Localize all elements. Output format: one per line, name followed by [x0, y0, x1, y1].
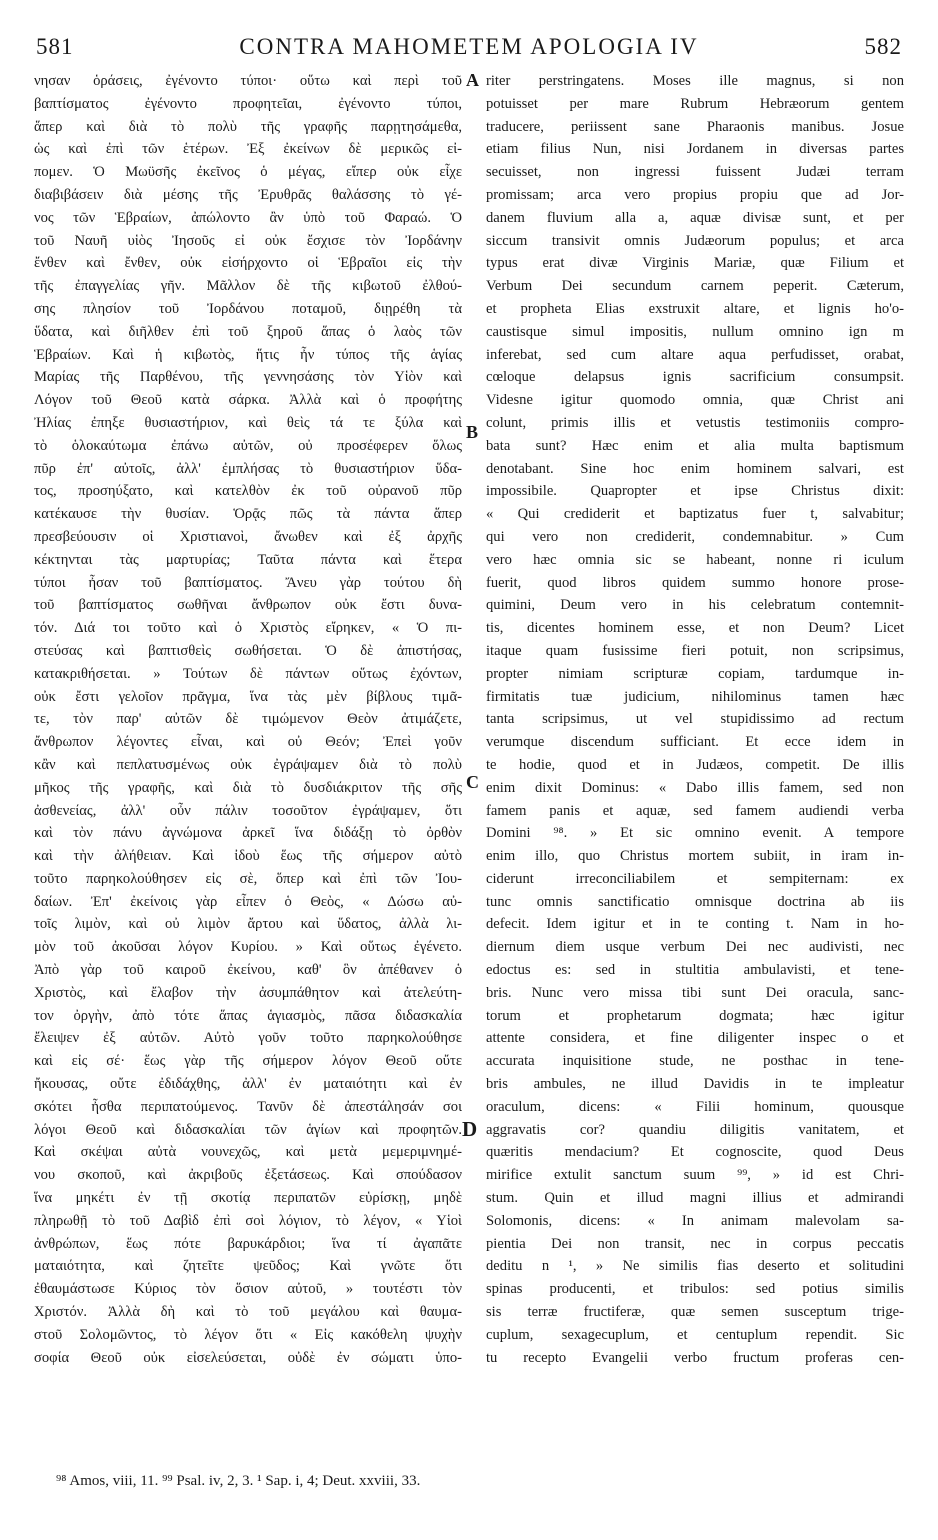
latin-text-line: siccum transivit omnis Judæorum populus; et arca: [486, 232, 904, 249]
running-title: CONTRA MAHOMETEM APOLOGIA IV: [239, 34, 699, 59]
latin-text-line: impossibile. Quapropter et ipse Christus dixit:: [486, 483, 904, 500]
latin-text-line: sis terræ fructiferæ, quæ semen susceptum trige-: [486, 1304, 904, 1321]
latin-text-line: danem fluvium alla a, aquæ divisæ sunt, et per: [486, 209, 904, 226]
latin-text-line: quæritis mendacium? Et cognoscite, quod Deus: [486, 1144, 904, 1161]
margin-marker-d: D: [462, 1117, 478, 1141]
latin-text-line: et propheta Elias exstruxit altare, et lignis ho'o-: [486, 300, 904, 317]
latin-text-line: torum et prophetarum dogmata; hæc igitur: [486, 1007, 904, 1024]
greek-text-line: κἂν καὶ πεπλατυσμένως οὐκ ἐγράψαμεν διὰ τὸ πολὺ: [34, 756, 462, 773]
latin-text-line: denotabant. Sine hoc enim hominem salvari, est: [486, 460, 904, 477]
greek-text-line: Ἑβραίων. Καὶ ἡ κιβωτὸς, ἥτις ἦν τύπος τῆς ἁγίας: [34, 346, 462, 363]
latin-text-line: tanta scripsimus, ut vel stupidissimo ad rectum: [486, 711, 904, 728]
greek-text-line: τοῖς λιμὸν, καὶ οὐ λιμὸν ἄρτου καὶ ὕδατος, ἀλλὰ λι-: [34, 916, 462, 933]
greek-text-line: νος τῶν Ἑβραίων, ἀπώλοντο ἂν ὑπὸ τοῦ Φαραώ. Ὁ: [34, 209, 462, 226]
latin-text-line: bris. Nunc vero missa tibi sunt Dei oracula, sanc-: [486, 984, 904, 1001]
latin-text-line: pientia Dei non transit, nec in corpus peccatis: [486, 1235, 904, 1252]
greek-text-line: τόν. Διά τοι τοῦτο καὶ ὁ Χριστὸς εἴρηκεν, « Ὁ πι-: [34, 620, 462, 637]
latin-text-line: traducere, periissent sane Pharaonis manibus. Josue: [486, 118, 904, 135]
latin-text-line: firmitatis tuæ judicium, nihilominus tamen hæc: [486, 688, 904, 705]
greek-text-line: Χριστόν. Ἀλλὰ δὴ καὶ τὸ τοῦ μεγάλου καὶ θαυμα-: [34, 1304, 462, 1321]
latin-text-line: spinas producenti, et tribulos: sed potius similis: [486, 1281, 904, 1298]
greek-text-column: [34, 70, 462, 1369]
greek-text-line: τὸ ὁλοκαύτωμα ἐπάνω αὐτῶν, οὐ προσέφερεν ὅλως: [34, 437, 462, 454]
greek-text-line: κέκτηνται τὰς μαρτυρίας; Ταῦτα πάντα καὶ ἕτερα: [34, 551, 462, 568]
latin-text-line: accurata inquisitione stude, ne posthac in tene-: [486, 1053, 904, 1070]
latin-text-line: cœloque delapsus ignis sacrificium consumpsit.: [486, 369, 904, 386]
greek-text-line: Καὶ σκέψαι αὐτὰ νουνεχῶς, καὶ μετὰ μεμεριμνημέ-: [34, 1144, 462, 1161]
greek-text-line: τον ὀργὴν, ἀπὸ τότε ἅπας ἁγιασμὸς, πᾶσα διδασκαλία: [34, 1007, 462, 1024]
greek-text-line: τῆς ἐπαγγελίας γῆν. Μᾶλλον δὲ τῆς κιβωτοῦ ἐλθού-: [34, 278, 462, 295]
latin-text-line: oraculum, dicens: « Filii hominum, quousque: [486, 1098, 904, 1115]
greek-text-line: πληρωθῇ τὸ τοῦ Δαβὶδ ἐπὶ σοὶ λόγιον, τὸ λέγον, « Υἱοὶ: [34, 1212, 462, 1229]
greek-text-line: ἅπερ καὶ διὰ τὸ πολὺ τῆς γραφῆς παρῃτησάμεθα,: [34, 118, 462, 135]
greek-text-line: ἀνθρώπων, ἕως πότε βαρυκάρδιοι; ἵνα τί ἀγαπᾶτε: [34, 1235, 462, 1252]
latin-text-line: inferebat, sed cum altare aqua perfudisset, orabat,: [486, 346, 904, 363]
greek-text-line: τε, τὸν παρ' αὐτῶν δὲ τιμώμενον Θεὸν ἀτιμάζετε,: [34, 711, 462, 728]
greek-text-line: τοῦτο παρηκολούθησεν εἰς σὲ, ὅπερ καὶ ἐπὶ τῶν Ἰου-: [34, 870, 462, 887]
latin-text-line: Solomonis, dicens: « In animam malevolam sa-: [486, 1212, 904, 1229]
margin-marker-c: C: [466, 772, 479, 792]
page-number-right: 582: [864, 34, 902, 59]
greek-text-line: μὸν τοῦ ἀκοῦσαι λόγον Κυρίου. » Καὶ οὕτως ἐγένετο.: [34, 939, 462, 956]
latin-text-line: colunt, primis illis et vetustis testimoniis compro-: [486, 414, 904, 431]
latin-text-line: edoctus es: sed in stultitia ambulavisti, et tene-: [486, 962, 904, 979]
latin-text-line: bris ambules, ne illud Davidis in te impleatur: [486, 1076, 904, 1093]
greek-text-line: κατέκαυσε τὴν θυσίαν. Ὁρᾷς πῶς τὰ πάντα ἅπερ: [34, 506, 462, 523]
running-header: [36, 30, 902, 66]
greek-text-line: Ἀπὸ γὰρ τοῦ καιροῦ ἐκείνου, καθ' ὃν ἀπέθανεν ὁ: [34, 962, 462, 979]
greek-text-line: στεύσας καὶ βαπτισθεὶς σωθήσεται. Ὁ δὲ ἀπιστήσας,: [34, 642, 462, 659]
latin-text-line: attente considera, et fine diligenter inspec o et: [486, 1030, 904, 1047]
footnotes: ⁹⁸ Amos, viii, 11. ⁹⁹ Psal. iv, 2, 3. ¹ Sap. i, 4; Deut. xxviii, 33.: [56, 1473, 421, 1489]
latin-text-line: enim illo, quo Christus mortem subiit, in iram in-: [486, 848, 904, 865]
greek-text-line: τοῦ Ναυῆ υἱὸς Ἰησοῦς εἰ οὐκ ἔσχισε τὸν Ἰορδάνην: [34, 232, 462, 249]
latin-text-line: Domini ⁹⁸. » Et sic omnino evenit. A tempore: [486, 825, 904, 842]
latin-text-line: deditu n ¹, » Ne similis fias deserto et solitudini: [486, 1258, 904, 1275]
latin-text-line: verumque discendum sufficiant. Et ecce idem in: [486, 734, 904, 751]
greek-text-line: διαβιβάσειν διὰ μέσης τῆς Ἐρυθρᾶς θαλάσσης τὸ γέ-: [34, 186, 462, 203]
latin-text-line: diernum diem usque verbum Dei nec audivisti, nec: [486, 939, 904, 956]
greek-text-line: ἐθαυμάστωσε Κύριος τὸν ὅσιον αὐτοῦ, » τουτέστι τὸν: [34, 1281, 462, 1298]
greek-text-line: καὶ εἰς σέ· ἕως γὰρ τῆς σήμερον λόγον Θεοῦ οὔτε: [34, 1053, 462, 1070]
page-number-left: 581: [36, 34, 74, 59]
latin-text-line: mirifice extulit sanctum suum ⁹⁹, » id est Chri-: [486, 1167, 904, 1184]
greek-text-line: τοῦ βαπτίσματος σωθῆναι ἄνθρωπον οὐκ ἔστι δυνα-: [34, 597, 462, 614]
greek-text-line: δαίων. Ἐπ' ἐκείνοις γὰρ εἶπεν ὁ Θεὸς, « Δώσω αὐ-: [34, 893, 462, 910]
latin-text-line: propter nimiam scripturæ copiam, tardumque in-: [486, 665, 904, 682]
greek-text-line: πομεν. Ὁ Μωϋσῆς ἐκεῖνος ὁ μέγας, εἴπερ οὐκ εἶχε: [34, 164, 462, 181]
greek-text-line: ἵνα μηκέτι ἐν τῇ σκοτίᾳ περιπατῶν εὑρίσκῃ, μηδὲ: [34, 1190, 462, 1207]
latin-text-line: potuisset per mare Rubrum Hebræorum gentem: [486, 95, 904, 112]
greek-text-line: πρεσβεύουσιν οἱ Χριστιανοὶ, ἄνωθεν καὶ ἐξ ἀρχῆς: [34, 528, 462, 545]
greek-text-line: οὐκ ἔστι γελοῖον πρᾶγμα, ἵνα τὰς μὲν βίβλους τιμᾶ-: [34, 688, 462, 705]
latin-text-line: te hodie, quod et in Judæos, competit. De illis: [486, 756, 904, 773]
latin-text-column: [486, 70, 904, 1369]
latin-text-line: famem panis et aquæ, sed famem audiendi verba: [486, 802, 904, 819]
latin-text-line: defecit. Idem igitur et in te conting t. Nam in ho-: [486, 916, 904, 933]
latin-text-line: cuplum, sexagecuplum, et centuplum rependit. Sic: [486, 1326, 904, 1343]
latin-text-line: tu recepto Evangelii verbo fructum proferas cen-: [486, 1349, 904, 1366]
greek-text-line: ἀσθενείας, ἀλλ' οὖν πάλιν τοσοῦτον ἐγράψαμεν, ὅτι: [34, 802, 462, 819]
greek-text-line: Λόγον τοῦ Θεοῦ κατὰ σάρκα. Ἀλλὰ καὶ ὁ προφήτης: [34, 392, 462, 409]
greek-text-line: βαπτίσματος ἐγένοντο προφητεῖαι, ἐγένοντο τύποι,: [34, 95, 462, 112]
greek-text-line: λόγοι Θεοῦ καὶ διδασκαλίαι τῶν ἁγίων καὶ προφητῶν.: [34, 1121, 462, 1138]
greek-text-line: ἄνθρωπον λέγοντες εἶναι, καὶ οὐ Θεόν; Ἐπεὶ γοῦν: [34, 734, 462, 751]
latin-text-line: tunc omnis sanctificatio omnisque doctrina ab iis: [486, 893, 904, 910]
greek-text-line: τύποι ἦσαν τοῦ βαπτίσματος. Ἄνευ γὰρ τούτου δὴ: [34, 574, 462, 591]
greek-text-line: ἔνθεν καὶ ἔνθεν, οὐκ εἰσήρχοντο οἱ Ἑβραῖοι εἰς τὴν: [34, 255, 462, 272]
greek-text-line: ματαιότητα, καὶ ζητεῖτε ψεῦδος; Καὶ γνῶτε ὅτι: [34, 1258, 462, 1275]
greek-text-line: νου σκοποῦ, καὶ ἀκριβοῦς ἐξετάσεως. Καὶ σπούδασον: [34, 1167, 462, 1184]
greek-text-line: καὶ τὸν πάνυ ἀγνώμονα ἀρκεῖ ἵνα διδάξῃ τὸ ὀρθὸν: [34, 825, 462, 842]
latin-text-line: vero hæc omnia sic se habeant, nonne ri iculum: [486, 551, 904, 568]
greek-text-line: τος, προσηύξατο, καὶ κατελθὸν ἐκ τοῦ οὐρανοῦ πῦρ: [34, 483, 462, 500]
greek-text-line: σης πλησίον τοῦ Ἰορδάνου ποταμοῦ, διῃρέθη τὰ: [34, 300, 462, 317]
latin-text-line: ciderunt irreconciliabilem et sempiternam: ex: [486, 870, 904, 887]
latin-text-line: Verbum Dei secundum carnem peperit. Cæterum,: [486, 278, 904, 295]
latin-text-line: etiam filius Nun, nisi Jordanem in diversas partes: [486, 141, 904, 158]
greek-text-line: κατακριθήσεται. » Τούτων δὲ πάντων οὕτως ἐχόντων,: [34, 665, 462, 682]
greek-text-line: ὕδατα, καὶ διῆλθεν ἐπὶ τοῦ ξηροῦ ἅπας ὁ λαὸς τῶν: [34, 323, 462, 340]
latin-text-line: riter perstringatens. Moses ille magnus, si non: [486, 73, 904, 89]
greek-text-line: Μαρίας τῆς Παρθένου, τῆς γεννησάσης τὸν Υἱὸν καὶ: [34, 369, 462, 386]
latin-text-line: stum. Quin et illud magni illius et admirandi: [486, 1190, 904, 1207]
greek-text-line: σκότει ἦσθα περιπατούμενος. Τανῦν δὲ ἀπεστάλησάν σοι: [34, 1098, 462, 1115]
greek-text-line: Χριστὸς, καὶ ἔλαβον τὴν ἀσυμπάθητον καὶ ἀτελεύτη-: [34, 984, 462, 1001]
greek-text-line: ἔλειψεν ἐξ αὐτῶν. Αὐτὸ γοῦν τοῦτο παρηκολούθησε: [34, 1030, 462, 1047]
greek-text-line: Ἠλίας ἐπηξε θυσιαστήριον, καὶ θεὶς τά τε ξύλα καὶ: [34, 414, 462, 431]
latin-text-line: quimini, Deum vero in his celebratum contemnit-: [486, 597, 904, 614]
latin-text-line: promissam; arca vero propius propiu que ad Jor-: [486, 186, 904, 203]
greek-text-line: πῦρ ἐπ' αὐτοῖς, ἀλλ' ἐμπλήσας τὸ θυσιαστήριον ὕδα-: [34, 460, 462, 477]
greek-text-line: σοφία Θεοῦ οὐκ εἰσελεύσεται, οὐδὲ ἐν σώματι ὑπο-: [34, 1349, 462, 1366]
greek-text-line: ἤκουσας, οὔτε ἐδιδάχθης, ἀλλ' ἐν ματαιότητι καὶ ἐν: [34, 1076, 462, 1093]
latin-text-line: qui vero non crediderit, condemnabitur. » Cum: [486, 528, 904, 545]
latin-text-line: aggravatis cor? quandiu diligitis vanitatem, et: [486, 1121, 904, 1138]
greek-text-line: καὶ τὴν ἀλήθειαν. Καὶ ἰδοὺ ἕως τῆς σήμερον αὐτὸ: [34, 848, 462, 865]
latin-text-line: caustisque simul impositis, nullum omnino ign m: [486, 323, 904, 340]
latin-text-line: fuerit, quod libros quidem summo honore prose-: [486, 574, 904, 591]
margin-marker-a: A: [466, 70, 479, 90]
latin-text-line: enim dixit Dominus: « Dabo illis famem, sed non: [486, 779, 904, 796]
latin-text-line: bata sunt? Hæc enim et alia multa baptismum: [486, 437, 904, 454]
latin-text-line: « Qui crediderit et baptizatus fuer t, salvabitur;: [486, 506, 904, 523]
greek-text-line: μῆκος τῆς γραφῆς, καὶ διὰ τὸ δυσδιάκριτον τῆς σῆς: [34, 779, 462, 796]
latin-text-line: typus erat divæ Virginis Mariæ, quæ Filium et: [486, 255, 904, 272]
greek-text-line: στοῦ Σολομῶντος, τὸ λέγον ὅτι « Εἰς κακόθελη ψυχὴν: [34, 1326, 462, 1343]
latin-text-line: tis, dicentes hominem esse, et non Deum? Licet: [486, 620, 904, 637]
greek-text-line: νησαν ὁράσεις, ἐγένοντο τύποι· οὕτω καὶ περὶ τοῦ: [34, 73, 462, 89]
latin-text-line: secuisset, non ingressi fuissent Judæi terram: [486, 164, 904, 181]
latin-text-line: Videsne igitur quomodo omnia, quæ Christ ani: [486, 392, 904, 409]
greek-text-line: ὡς καὶ ἐπὶ τῶν ἑτέρων. Ἐξ ἐκείνων δὲ μερικῶς εἰ-: [34, 141, 462, 158]
margin-marker-b: B: [466, 422, 479, 442]
latin-text-line: itaque quam fusissime fieri potuit, non scripsimus,: [486, 642, 904, 659]
